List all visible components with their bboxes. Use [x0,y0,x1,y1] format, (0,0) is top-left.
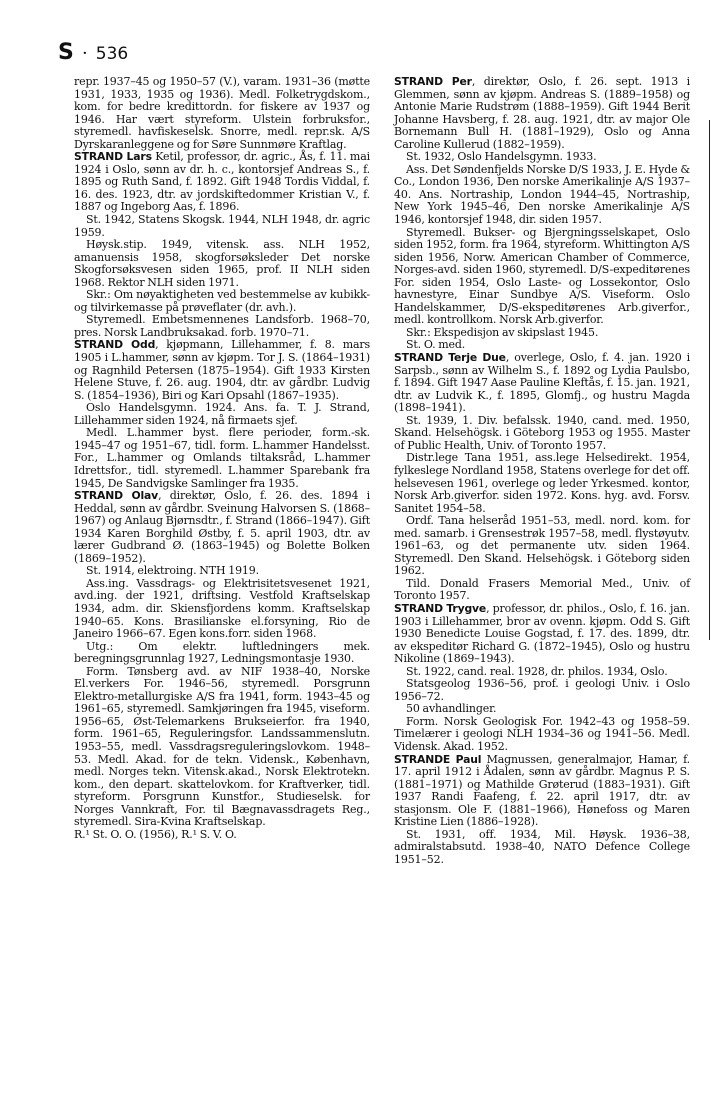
paragraph: St. 1931, off. 1934, Mil. Høysk. 1936–38, admiralstabsutd. 1938–40, NATO Defence College 1951–52. [394,827,690,866]
entry-text: Magnussen, generalmajor, Hamar, f. 17. april 1912 i Ådalen, sønn av gårdbr. Magnus P. S. (1881–1971) og Mathilde Grøterud (1883–1931). Gift 1937 Randi Faafeng, f. 22. april 1917, dtr. av stasjonsm. Ole F. (1881–1966), Hønefoss og Maren Kristine Lien (1886–1928). [394,752,690,829]
paragraph: St. 1922, cand. real. 1928, dr. philos. 1934, Oslo. [406,664,668,678]
paragraph: Ass.ing. Vassdrags- og Elektrisitetsvesenet 1921, avd.ing. der 1921, driftsing. Vestfold Kraftselskap 1934, adm. dir. Skiensfjordens komm. Kraftselskap 1940–65. Kons. Brasilianske el.forsyning, Rio de Janeiro 1966–67. Egen kons.forr. siden 1968. [74,576,370,641]
entry-text: , professor, dr. philos., Oslo, f. 16. jan. 1903 i Lillehammer, bror av ovenn. kjøpm. Odd S. Gift 1930 Benedicte Louise Gogstad, f. 17. des. 1899, dtr. av ekspeditør Richard G. (1872–1945), Oslo og hustru Nikoline (1869–1943). [394,601,691,666]
entry-name: STRANDE Paul [394,752,482,766]
entry-text: , kjøpmann, Lillehammer, f. 8. mars 1905 i L.hammer, sønn av kjøpm. Tor J. S. (1864–1931) og Ragnhild Petersen (1875–1954). Gift 1933 Kirsten Helene Stuve, f. 26. aug. 1904, dtr. av gårdbr. Ludvig S. (1854–1936), Biri og Kari Opsahl (1867–1935). [74,338,370,402]
paragraph: Styremedl. Embetsmennenes Landsforb. 1968–70, pres. Norsk Landbruksakad. forb. 1970–71. [74,313,370,339]
biography-entry [394,754,690,829]
entry-name: STRAND Per [394,75,472,88]
biography-entry [74,339,370,402]
biography-entry [394,352,690,415]
left-column [74,76,370,841]
entry-name: STRAND Odd [74,338,156,352]
entry-text: , overlege, Oslo, f. 4. jan. 1920 i Sarpsb., sønn av Wilhelm S., f. 1892 og Lydia Paulsbo, f. 1894. Gift 1947 Aase Pauline Kleftås, f. 15. jan. 1921, dtr. av Ludvik K., f. 1895, Glomfj., og hustru Magda (1898–1941). [394,351,691,415]
paragraph: Styremedl. Bukser- og Bjergningsselskapet, Oslo siden 1952, form. fra 1964, styreform. Whittington A/S siden 1956, Norw. American Chamber of Commerce, Norges-avd. siden 1960, styremedl. D/S-expeditørenes For. siden 1954, Oslo Laste- og Lossekontor, Oslo havnestyre, Einar Sundbye A/S. Viseform. Oslo Handelskammer, D/S-ekspeditørenes Arb.giverfor., medl. kontrollkom. Norsk Arb.giverfor. [394,225,690,327]
header-separator: · [81,43,88,64]
paragraph: Ordf. Tana helseråd 1951–53, medl. nord. kom. for med. samarb. i Grensestrøk 1957–58, medl. flystøyutv. 1961–63, og det permanente utv. siden 1964. Styremedl. Den Skand. Helsehögsk. i Göteborg siden 1962. [394,514,690,578]
margin-rule [709,120,710,640]
entry-name: STRAND Olav [74,489,159,503]
paragraph: St. 1939, 1. Div. befalssk. 1940, cand. med. 1950, Skand. Helsehögsk. i Göteborg 1953 og 1955. Master of Public Health, Univ. of Toronto 1957. [394,413,690,452]
paragraph: Høysk.stip. 1949, vitensk. ass. NLH 1952, amanuensis 1958, skogforsøksleder Det norske Skogforsøksvesen siden 1965, prof. II NLH siden 1968. Rektor NLH siden 1971. [74,238,370,289]
paragraph: 50 avhandlinger. [406,702,497,716]
paragraph: Oslo Handelsgymn. 1924. Ans. fa. T. J. Strand, Lillehammer siden 1924, nå firmaets sjef. [74,401,370,427]
paragraph: Ass. Det Søndenfjelds Norske D/S 1933, J. E. Hyde & Co., London 1936, Den norske Amerikalinje A/S 1937–40. Ans. Nortraship, London 1944–45, Nortraship, New York 1945–46, Den norske Amerikalinje A/S 1946, kontorsjef 1948, dir. siden 1957. [394,162,690,227]
paragraph: Form. Norsk Geologisk For. 1942–43 og 1958–59. Timelærer i geologi NLH 1934–36 og 1941–56. Medl. Vidensk. Akad. 1952. [394,714,690,753]
page-header [58,40,128,68]
paragraph: Skr.: Ekspedisjon av skipslast 1945. [406,325,599,339]
entry-name: STRAND Terje Due [394,351,506,365]
biography-entry [74,490,370,565]
entry-name: STRAND Lars [74,150,152,164]
entry-text: Ketil, professor, dr. agric., Ås, f. 11. mai 1924 i Oslo, sønn av dr. h. c., kontorsjef Andreas S., f. 1895 og Ruth Sand, f. 1892. Gift 1948 Tordis Viddal, f. 16. des. 1923, dtr. av jordskiftedommer Kristian V., f. 1887 og Ingeborg Aas, f. 1896. [74,150,370,214]
entry-name: STRAND Trygve [394,601,487,615]
paragraph: Form. Tønsberg avd. av NIF 1938–40, Norske El.verkers For. 1946–56, styremedl. Porsgrunn Elektro-metallurgiske A/S fra 1941, form. 1943–45 og 1961–65, styremedl. Samkjøringen fra 1945, viseform. 1956–65, Øst-Telemarkens Brukseierfor. fra 1940, form. 1961–65, Reguleringsfor. Landssammenslutn. 1953–55, medl. Vassdragsreguleringslovkom. 1948–53. Medl. Akad. for de tekn. Vidensk., København, medl. Norges tekn. Vitensk.akad., Norsk Elektrotekn. kom., den depart. skattelovkom. for Kraftverker, tidl. styreform. Porsgrunn Kunstfor., Studieselsk. for Norges Vannkraft, For. til Bægnavassdragets Reg., styremedl. Sira-Kvina Kraftselskap. [74,664,370,829]
paragraph: Medl. L.hammer byst. flere perioder, form.-sk. 1945–47 og 1951–67, tidl. form. L.hammer Handelsst. For., L.hammer og Omlands tiltaksråd, L.hammer Idrettsfor., tidl. styremedl. L.hammer Sparebank fra 1945, De Sandvigske Samlinger fra 1935. [74,426,370,490]
biography-entry [394,76,690,151]
right-column [394,76,690,866]
entry-text: , direktør, Oslo, f. 26. sept. 1913 i Glemmen, sønn av kjøpm. Andreas S. (1889–1958) og Antonie Marie Rudstrøm (1888–1959). Gift 1944 Berit Johanne Havsberg, f. 28. aug. 1921, dtr. av major Ole Bornemann Bull H. (1881–1929), Oslo og Anna Caroline Kullerud (1882–1959). [394,75,690,151]
continued-paragraph: repr. 1937–45 og 1950–57 (V.), varam. 1931–36 (møtte 1931, 1933, 1935 og 1936). Medl. Folketrygdskom., kom. for bedre kredittordn. for fiskere av 1937 og 1946. Har vært styreform. Ulstein forbruksfor., styremedl. havfiskeselsk. Snorre, medl. repr.sk. A/S Dyrskaranleggene og for Søre Sunnmøre Kraftlag. [74,75,370,151]
paragraph: Tild. Donald Frasers Memorial Med., Univ. of Toronto 1957. [394,576,690,603]
page-number: 536 [95,44,129,64]
paragraph: St. O. med. [406,338,466,352]
biography-entry [394,603,690,666]
paragraph: Skr.: Om nøyaktigheten ved bestemmelse av kubikk- og tilvirkemasse på prøveflater (dr. avh.). [74,288,370,314]
paragraph: St. 1942, Statens Skogsk. 1944, NLH 1948, dr. agric 1959. [74,213,370,239]
paragraph: Distr.lege Tana 1951, ass.lege Helsedirekt. 1954, fylkeslege Nordland 1958, Statens overlege for det off. helsevesen 1961, overlege og leder Yrkesmed. kontor, Norsk Arb.giverfor. siden 1972. Kons. hyg. avd. Forsv. Sanitet 1954–58. [394,451,690,515]
paragraph: St. 1932, Oslo Handelsgymn. 1933. [406,150,597,164]
paragraph: Utg.: Om elektr. luftledningers mek. beregningsgrunnlag 1927, Ledningsmontasje 1930. [74,639,370,666]
section-letter: S [58,40,74,65]
paragraph: Statsgeolog 1936–56, prof. i geologi Univ. i Oslo 1956–72. [394,677,690,703]
paragraph: St. 1914, elektroing. NTH 1919. [86,564,259,578]
continued-paragraph: R.¹ St. O. O. (1956), R.¹ S. V. O. [74,827,237,841]
entry-text: , direktør, Oslo, f. 26. des. 1894 i Heddal, sønn av gårdbr. Sveinung Halvorsen S. (1868–1967) og Anlaug Bjørnsdtr., f. Strand (1866–1947). Gift 1934 Karen Borghild Østby, f. 5. april 1903, dtr. av lærer Gudbrand Ø. (1863–1945) og Bolette Bolken (1869–1952). [74,489,370,565]
biography-entry [74,151,370,214]
